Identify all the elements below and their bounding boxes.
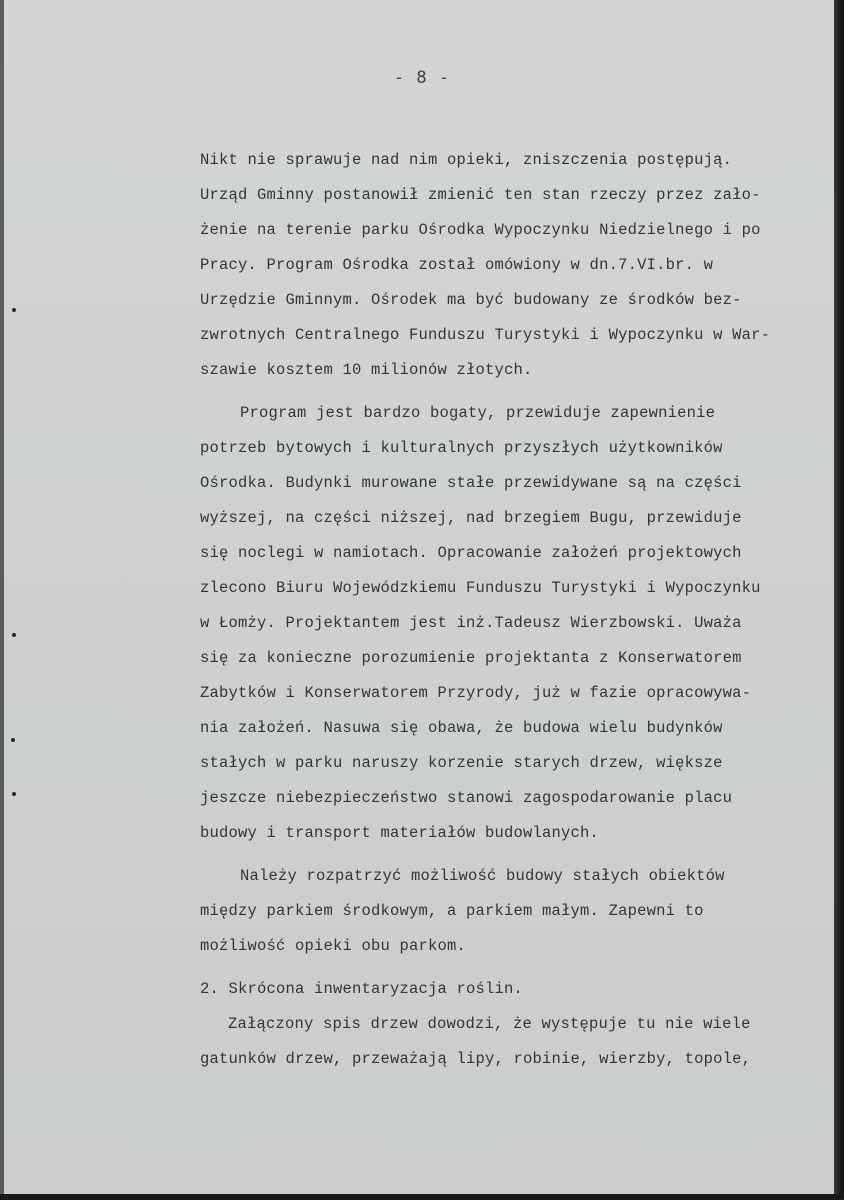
text-line: gatunków drzew, przeważają lipy, robinie, wierzby, topole, <box>200 1050 752 1068</box>
text-line: nia założeń. Nasuwa się obawa, że budowa wielu budynków <box>200 719 723 737</box>
page-number: - 8 - <box>393 68 451 88</box>
text-line: jeszcze niebezpieczeństwo stanowi zagospodarowanie placu <box>200 789 733 807</box>
text-line: stałych w parku naruszy korzenie starych drzew, większe <box>200 754 723 772</box>
text-line: Nikt nie sprawuje nad nim opieki, zniszczenia postępują. <box>200 151 733 169</box>
text-line: szawie kosztem 10 milionów złotych. <box>200 361 533 379</box>
text-line: zwrotnych Centralnego Funduszu Turystyki i Wypoczynku w War- <box>200 326 771 344</box>
text-line: się noclegi w namiotach. Opracowanie założeń projektowych <box>200 544 742 562</box>
text-line: budowy i transport materiałów budowlanych. <box>200 824 600 842</box>
punch-mark <box>12 308 16 312</box>
text-line: żenie na terenie parku Ośrodka Wypoczynku Niedzielnego i po <box>200 221 761 239</box>
text-line: wyższej, na części niższej, nad brzegiem Bugu, przewiduje <box>200 509 742 527</box>
punch-mark <box>12 633 16 637</box>
text-line: Zabytków i Konserwatorem Przyrody, już w fazie opracowywa- <box>200 684 752 702</box>
text-line: Program jest bardzo bogaty, przewiduje zapewnienie <box>240 404 716 422</box>
text-line: zlecono Biuru Wojewódzkiemu Funduszu Turystyki i Wypoczynku <box>200 579 761 597</box>
text-line: Należy rozpatrzyć możliwość budowy stałych obiektów <box>240 867 725 885</box>
page-right-edge <box>834 0 844 1200</box>
text-line: się za konieczne porozumienie projektanta z Konserwatorem <box>200 649 742 667</box>
page-left-edge <box>0 0 4 1200</box>
text-line: potrzeb bytowych i kulturalnych przyszłych użytkowników <box>200 439 723 457</box>
text-line: możliwość opieki obu parkom. <box>200 937 467 955</box>
section-heading: 2. Skrócona inwentaryzacja roślin. <box>200 980 524 998</box>
punch-mark <box>12 792 16 796</box>
text-line: w Łomży. Projektantem jest inż.Tadeusz Wierzbowski. Uważa <box>200 614 742 632</box>
text-line: Pracy. Program Ośrodka został omówiony w dn.7.VI.br. w <box>200 256 714 274</box>
text-line: Załączony spis drzew dowodzi, że występuje tu nie wiele <box>228 1015 751 1033</box>
text-line: Urząd Gminny postanowił zmienić ten stan rzeczy przez zało- <box>200 186 761 204</box>
page-bottom-edge <box>0 1194 844 1200</box>
text-line: Ośrodka. Budynki murowane stałe przewidywane są na części <box>200 474 742 492</box>
text-line: między parkiem środkowym, a parkiem małym. Zapewni to <box>200 902 704 920</box>
punch-mark <box>11 738 15 742</box>
text-line: Urzędzie Gminnym. Ośrodek ma być budowany ze środków bez- <box>200 291 742 309</box>
